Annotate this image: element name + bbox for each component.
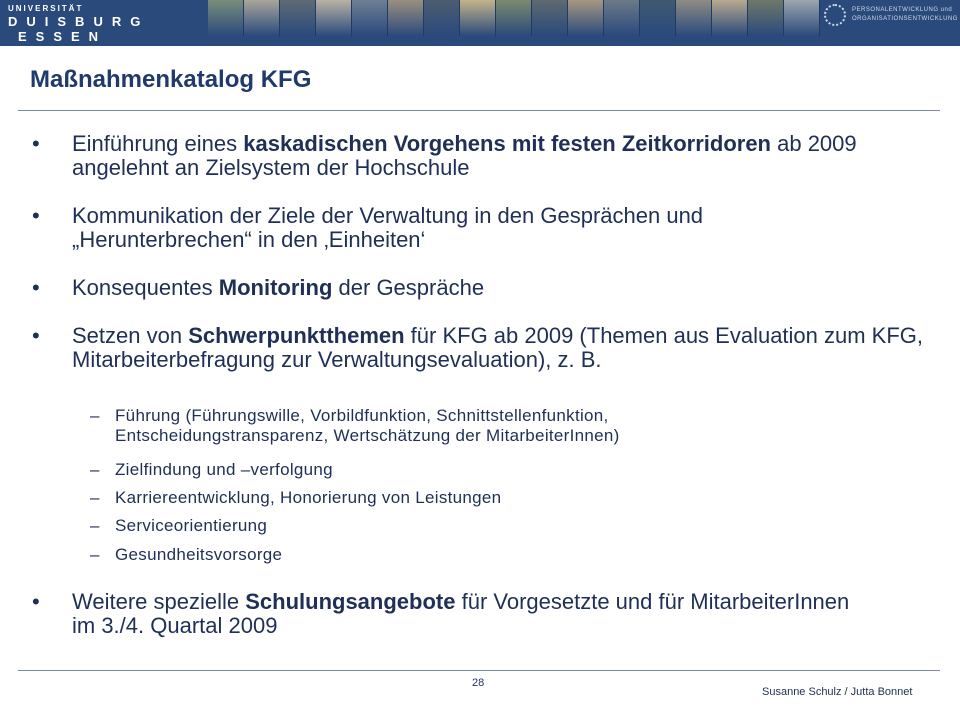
photo-tile xyxy=(280,0,316,36)
photo-tile xyxy=(316,0,352,36)
bullet-text: Weitere spezielle Schulungsangebote für Vorgesetzte und für MitarbeiterInnen im 3./4. Quartal 2009 xyxy=(72,589,850,638)
bullet-icon: • xyxy=(32,275,40,300)
logo-text-duisburg: DUISBURG xyxy=(8,14,150,29)
sub-bullet-text: Gesundheitsvorsorge xyxy=(115,545,283,564)
photo-tile xyxy=(460,0,496,36)
photo-tile xyxy=(208,0,244,36)
pe-oe-logo-text xyxy=(852,6,958,24)
photo-tile xyxy=(424,0,460,36)
photo-strip xyxy=(208,0,820,36)
sub-bullet-text: Zielfindung und –verfolgung xyxy=(115,460,333,479)
pe-oe-logo xyxy=(824,4,956,30)
photo-tile xyxy=(676,0,712,36)
page-number: 28 xyxy=(472,677,485,689)
sub-bullet-text: Serviceorientierung xyxy=(115,516,268,535)
bullet-text: Konsequentes Monitoring der Gespräche xyxy=(72,275,485,300)
photo-tile xyxy=(604,0,640,36)
bullet-text: Kommunikation der Ziele der Verwaltung in den Gesprächen und „Herunterbrechen“ in den ‚Einheiten‘ xyxy=(72,203,704,252)
bullet-icon: • xyxy=(32,203,40,228)
pe-logo-line2: ORGANISATIONSENTWICKLUNG xyxy=(852,16,958,22)
photo-tile xyxy=(532,0,568,36)
dash-icon: – xyxy=(90,545,100,564)
bullet-text: Setzen von Schwerpunktthemen für KFG ab 2009 (Themen aus Evaluation zum KFG, Mitarbeiterbefragung zur Verwaltungsevaluation), z. B. xyxy=(72,323,924,372)
title-divider xyxy=(18,110,940,111)
dash-icon: – xyxy=(90,406,100,425)
slide-title: Maßnahmenkatalog KFG xyxy=(30,66,312,93)
bullet-icon: • xyxy=(32,589,40,614)
bullet-text: Einführung eines kaskadischen Vorgehens mit festen Zeitkorridoren ab 2009 angelehnt an Zielsystem der Hochschule xyxy=(72,131,857,180)
photo-tile xyxy=(496,0,532,36)
photo-tile xyxy=(784,0,820,36)
photo-tile xyxy=(388,0,424,36)
photo-tile xyxy=(712,0,748,36)
sub-bullet-text: Karriereentwicklung, Honorierung von Leistungen xyxy=(115,488,502,507)
university-logo xyxy=(0,0,170,46)
photo-tile xyxy=(640,0,676,36)
bullet-icon: • xyxy=(32,323,40,348)
dash-icon: – xyxy=(90,460,100,479)
bullet-icon: • xyxy=(32,131,40,156)
footer-authors: Susanne Schulz / Jutta Bonnet xyxy=(762,686,913,698)
dash-icon: – xyxy=(90,516,100,535)
logo-text-essen: ESSEN xyxy=(18,29,108,44)
logo-text-universitaet: UNIVERSITÄT xyxy=(8,4,84,13)
photo-tile xyxy=(244,0,280,36)
gear-icon xyxy=(824,4,846,26)
pe-logo-line1: PERSONALENTWICKLUNG und xyxy=(852,7,953,13)
sub-bullet-text: Führung (Führungswille, Vorbildfunktion, Schnittstellenfunktion, Entscheidungstransparenz, Wertschätzung der MitarbeiterInnen) xyxy=(115,406,620,445)
header-banner xyxy=(0,0,960,46)
footer-divider xyxy=(18,670,940,671)
photo-tile xyxy=(352,0,388,36)
dash-icon: – xyxy=(90,488,100,507)
photo-tile xyxy=(748,0,784,36)
photo-tile xyxy=(568,0,604,36)
